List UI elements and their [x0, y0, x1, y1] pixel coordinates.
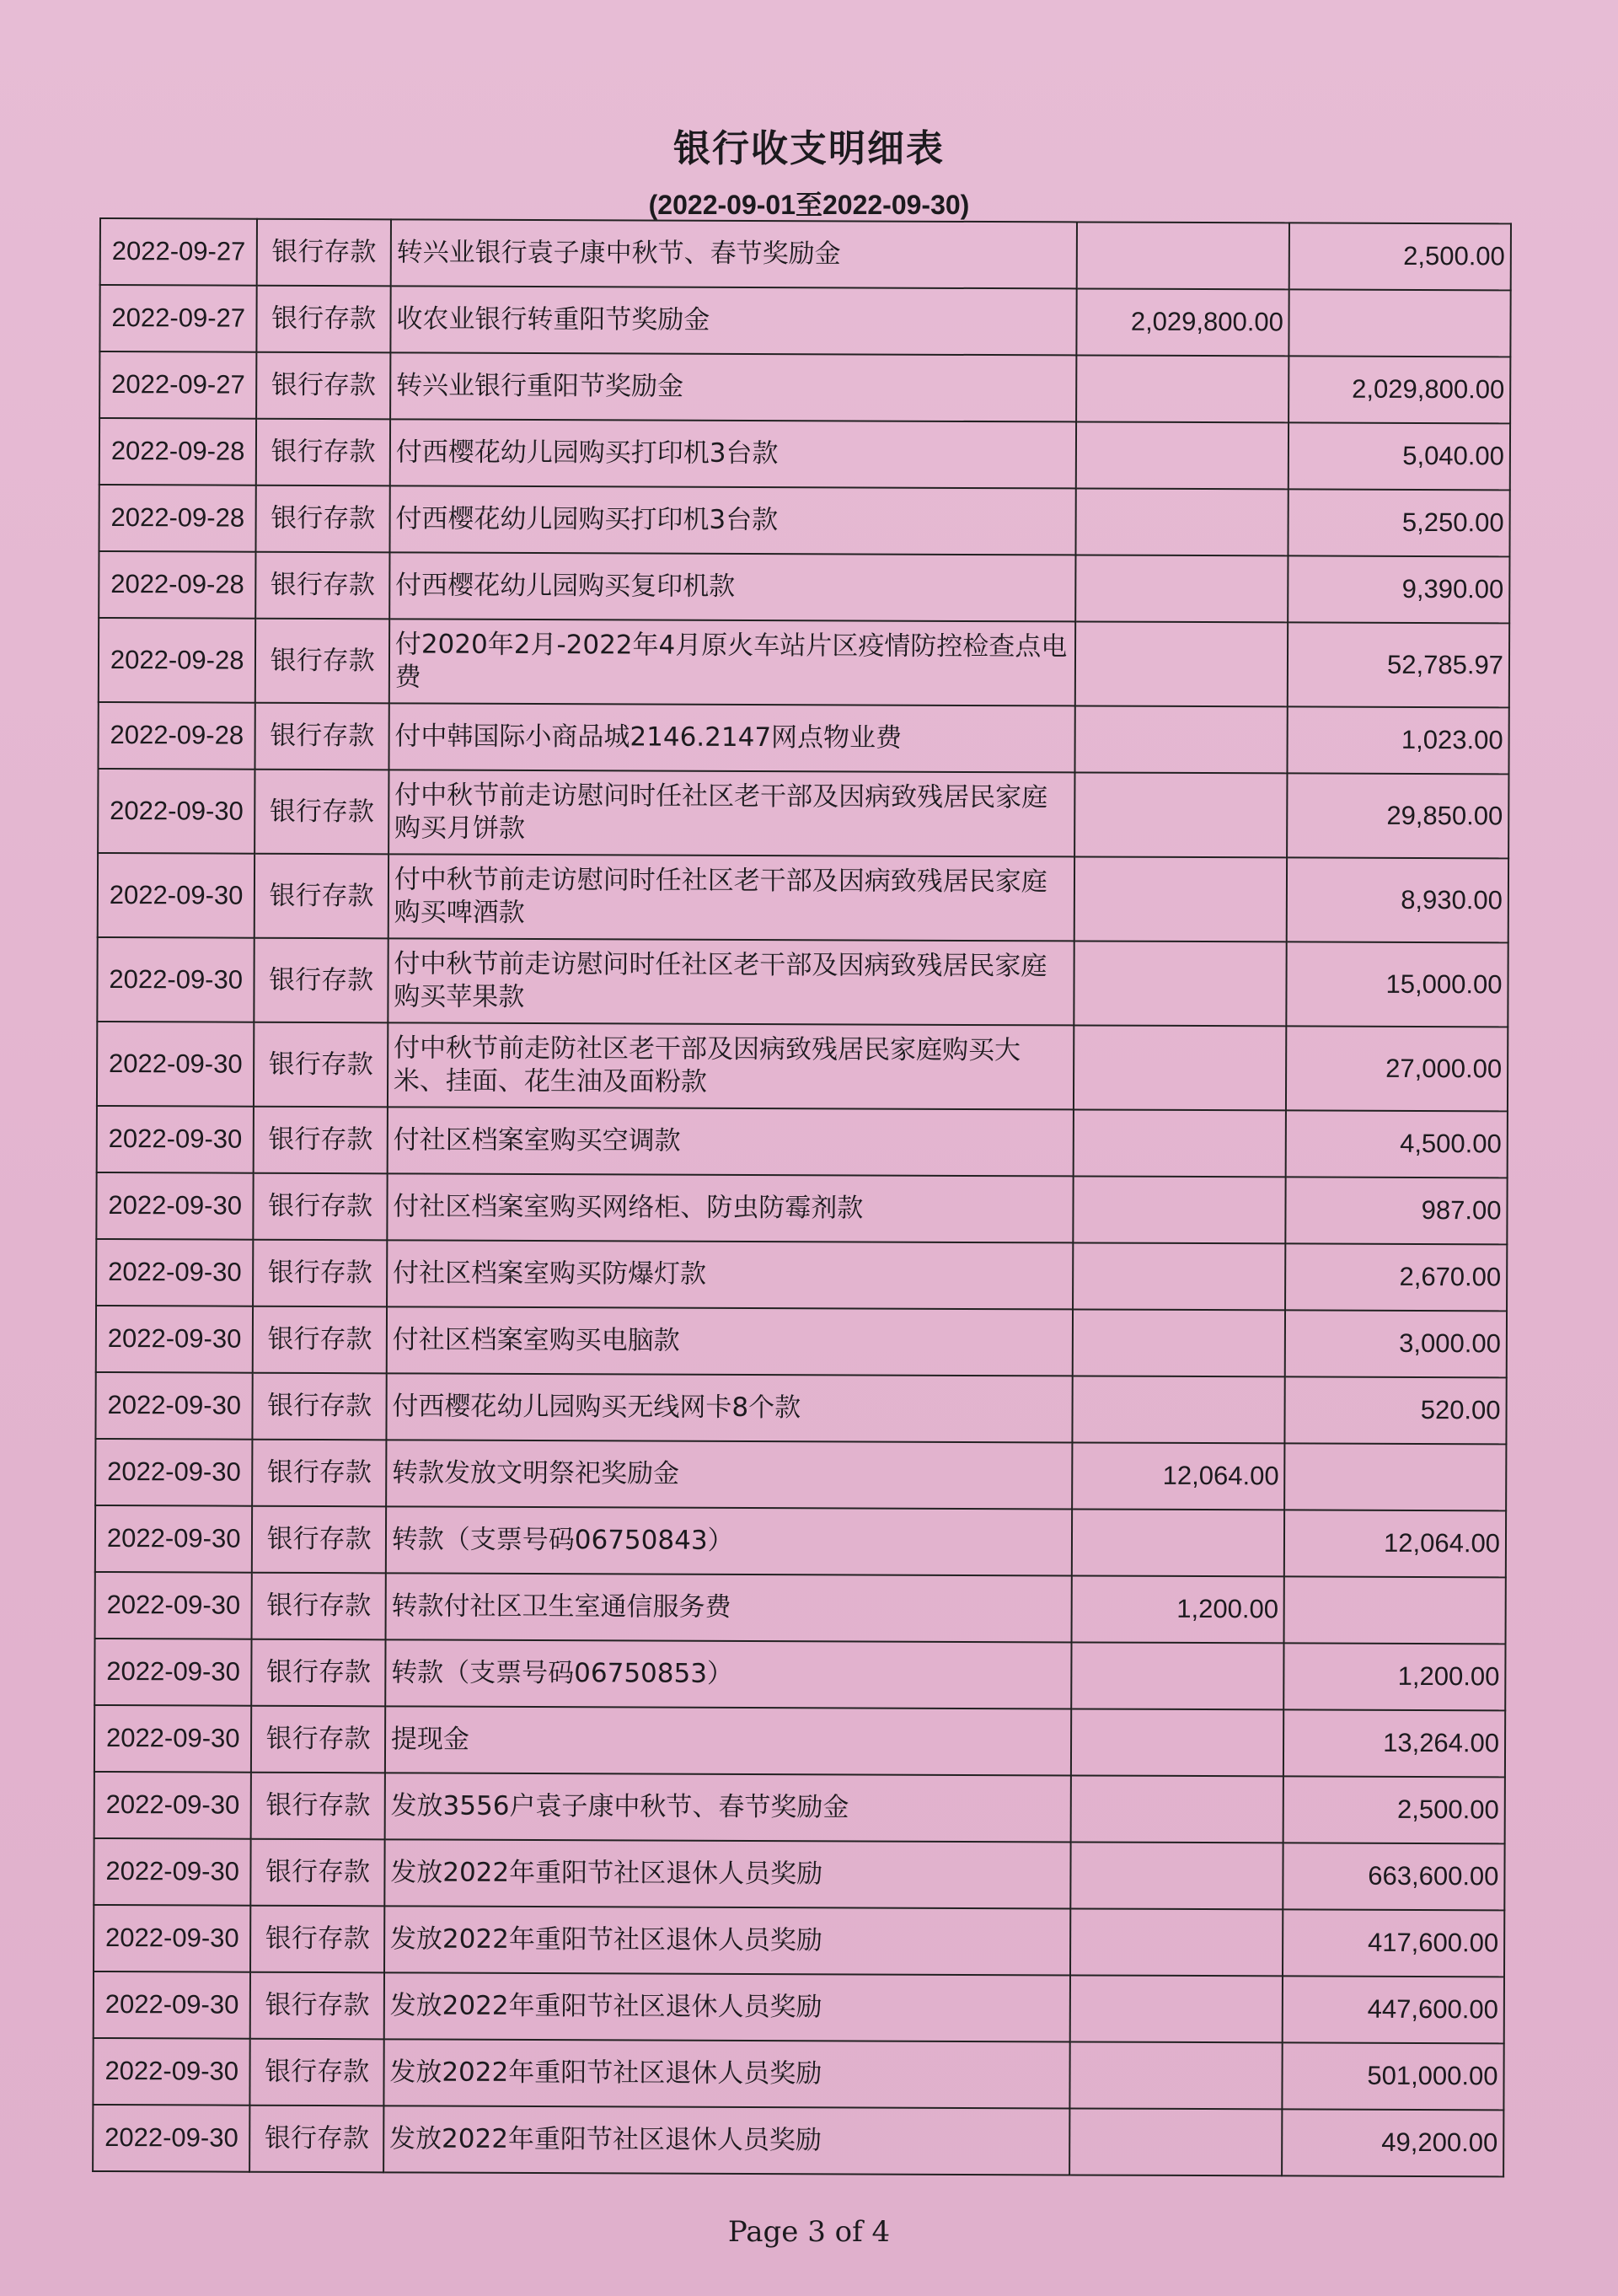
period-subtitle: (2022-09-01至2022-09-30)	[648, 190, 970, 220]
row-description: 转款付社区卫生室通信服务费	[385, 1573, 1071, 1642]
row-account: 银行存款	[255, 770, 389, 855]
row-date: 2022-09-28	[99, 618, 256, 703]
row-expense: 8,930.00	[1287, 857, 1508, 942]
row-date: 2022-09-28	[99, 485, 256, 552]
row-description: 转款（支票号码06750843）	[386, 1506, 1072, 1575]
row-account: 银行存款	[253, 1240, 387, 1307]
row-income	[1073, 1242, 1286, 1310]
row-account: 银行存款	[250, 1906, 384, 1973]
row-income	[1069, 1975, 1283, 2042]
table-row	[96, 1306, 1507, 1377]
row-income	[1071, 1709, 1284, 1776]
row-account: 银行存款	[255, 703, 389, 770]
table-row	[93, 2038, 1503, 2110]
row-account: 银行存款	[253, 1440, 387, 1507]
row-account: 银行存款	[252, 1639, 386, 1707]
row-date: 2022-09-30	[95, 1439, 253, 1506]
row-account: 银行存款	[254, 938, 388, 1023]
row-description: 发放2022年重阳节社区退休人员奖励	[384, 1972, 1070, 2041]
row-expense: 12,064.00	[1284, 1510, 1506, 1577]
row-date: 2022-09-30	[95, 1572, 253, 1639]
row-expense: 5,250.00	[1289, 489, 1510, 556]
row-date: 2022-09-30	[96, 1306, 254, 1373]
row-date: 2022-09-30	[93, 2105, 250, 2172]
table-row	[94, 1639, 1505, 1710]
row-income	[1076, 222, 1289, 289]
row-date: 2022-09-28	[99, 551, 256, 619]
row-income	[1074, 705, 1288, 773]
row-account: 银行存款	[252, 1573, 386, 1640]
table-row	[98, 853, 1508, 942]
row-income: 12,064.00	[1072, 1442, 1285, 1510]
row-description: 付2020年2月-2022年4月原火车站片区疫情防控检查点电费	[389, 619, 1075, 705]
row-description: 付西樱花幼儿园购买复印机款	[389, 552, 1075, 621]
row-expense	[1284, 1443, 1506, 1510]
row-description: 付社区档案室购买空调款	[387, 1107, 1073, 1176]
table-row	[98, 702, 1508, 774]
table-row	[97, 1106, 1508, 1178]
row-income	[1076, 421, 1289, 489]
table-row	[99, 618, 1509, 707]
table-row	[97, 1022, 1508, 1111]
row-expense: 15,000.00	[1287, 941, 1508, 1027]
row-account: 银行存款	[254, 854, 388, 939]
row-income: 2,029,800.00	[1076, 288, 1289, 356]
row-description: 付社区档案室购买网络柜、防虫防霉剂款	[387, 1173, 1073, 1242]
table-row	[99, 485, 1509, 556]
row-income	[1069, 2041, 1283, 2109]
row-date: 2022-09-30	[95, 1505, 253, 1573]
row-description: 付西樱花幼儿园购买无线网卡8个款	[386, 1373, 1072, 1442]
table-row	[100, 218, 1511, 290]
table-row	[99, 351, 1510, 423]
row-description: 发放2022年重阳节社区退休人员奖励	[384, 1839, 1070, 1908]
row-expense: 2,500.00	[1289, 223, 1511, 290]
row-description: 转兴业银行重阳节奖励金	[390, 352, 1076, 421]
row-income	[1072, 1509, 1285, 1576]
row-expense: 52,785.97	[1288, 622, 1509, 707]
row-account: 银行存款	[252, 1506, 386, 1574]
row-income: 1,200.00	[1071, 1575, 1284, 1643]
table-row	[94, 1772, 1505, 1843]
row-account: 银行存款	[256, 419, 390, 486]
table-row	[99, 418, 1510, 490]
row-expense: 1,200.00	[1284, 1643, 1506, 1710]
row-expense: 501,000.00	[1283, 2042, 1504, 2110]
row-expense	[1284, 1576, 1506, 1644]
row-income	[1074, 772, 1288, 857]
row-description: 发放3556户袁子康中秋节、春节奖励金	[384, 1773, 1070, 1842]
row-income	[1075, 555, 1289, 622]
row-account: 银行存款	[251, 1773, 385, 1840]
row-account: 银行存款	[250, 2106, 384, 2173]
table-row	[94, 1905, 1504, 1977]
row-description: 付中秋节前走访慰问时任社区老干部及因病致残居民家庭购买月饼款	[388, 770, 1074, 856]
row-expense: 987.00	[1286, 1177, 1508, 1244]
row-account: 银行存款	[257, 219, 391, 287]
table-row	[95, 1505, 1506, 1577]
row-description: 付社区档案室购买防爆灯款	[387, 1240, 1073, 1309]
row-description: 付西樱花幼儿园购买打印机3台款	[389, 485, 1075, 555]
row-expense: 2,670.00	[1285, 1243, 1507, 1311]
row-description: 付中韩国际小商品城2146.2147网点物业费	[388, 703, 1074, 772]
table-row	[99, 551, 1509, 623]
row-account: 银行存款	[254, 1107, 388, 1174]
row-date: 2022-09-30	[94, 1772, 252, 1839]
row-expense: 5,040.00	[1289, 422, 1510, 490]
row-date: 2022-09-28	[99, 418, 257, 485]
row-income	[1075, 488, 1289, 555]
row-income	[1075, 621, 1289, 706]
row-description: 付中秋节前走访慰问时任社区老干部及因病致残居民家庭购买啤酒款	[388, 854, 1074, 941]
row-date: 2022-09-30	[97, 1106, 254, 1173]
row-expense: 9,390.00	[1289, 555, 1510, 623]
row-expense: 520.00	[1285, 1376, 1507, 1444]
row-expense: 447,600.00	[1283, 1976, 1504, 2043]
row-income	[1073, 1176, 1286, 1243]
row-description: 发放2022年重阳节社区退休人员奖励	[383, 2106, 1069, 2175]
row-description: 付社区档案室购买电脑款	[387, 1306, 1073, 1376]
row-description: 收农业银行转重阳节奖励金	[390, 286, 1076, 355]
row-account: 银行存款	[253, 1373, 387, 1440]
row-income	[1069, 2108, 1283, 2175]
row-date: 2022-09-30	[98, 853, 255, 938]
row-date: 2022-09-27	[100, 218, 258, 286]
row-date: 2022-09-30	[98, 769, 255, 854]
ledger-table	[92, 217, 1512, 2177]
table-row	[98, 769, 1508, 858]
row-income	[1071, 1642, 1284, 1709]
row-expense	[1289, 289, 1511, 357]
row-income	[1076, 355, 1289, 422]
row-expense: 4,500.00	[1286, 1110, 1508, 1178]
row-description: 提现金	[385, 1706, 1071, 1775]
row-description: 付中秋节前走防社区老干部及因病致残居民家庭购买大米、挂面、花生油及面粉款	[388, 1022, 1074, 1109]
table-row	[96, 1239, 1507, 1311]
row-expense: 2,029,800.00	[1289, 356, 1510, 423]
row-description: 发放2022年重阳节社区退休人员奖励	[383, 2039, 1069, 2108]
row-date: 2022-09-30	[95, 1372, 253, 1440]
table-row	[94, 1971, 1504, 2043]
row-expense: 1,023.00	[1288, 706, 1509, 774]
page-title: 银行收支明细表	[673, 127, 945, 170]
row-expense: 13,264.00	[1283, 1709, 1505, 1777]
row-account: 银行存款	[257, 352, 391, 420]
table-row	[95, 1372, 1506, 1444]
row-date: 2022-09-30	[93, 2038, 250, 2106]
row-date: 2022-09-30	[96, 1239, 254, 1306]
row-income	[1072, 1309, 1285, 1376]
row-account: 银行存款	[256, 552, 390, 620]
page-footer: Page 3 of 4	[727, 2215, 891, 2249]
row-account: 银行存款	[251, 1706, 385, 1773]
row-income	[1070, 1775, 1283, 1843]
row-expense: 417,600.00	[1283, 1909, 1504, 1977]
row-date: 2022-09-27	[99, 285, 257, 352]
row-date: 2022-09-30	[94, 1639, 252, 1706]
row-date: 2022-09-30	[96, 1172, 254, 1240]
row-income	[1072, 1376, 1285, 1443]
table-row	[95, 1439, 1506, 1510]
table-row	[97, 937, 1508, 1027]
row-account: 银行存款	[256, 485, 390, 553]
row-account: 银行存款	[255, 619, 389, 704]
row-income	[1070, 1842, 1283, 1909]
row-description: 付西樱花幼儿园购买打印机3台款	[390, 419, 1076, 488]
row-description: 转款（支票号码06750853）	[385, 1639, 1071, 1709]
row-description: 付中秋节前走访慰问时任社区老干部及因病致残居民家庭购买苹果款	[388, 938, 1074, 1025]
row-income	[1073, 1109, 1286, 1177]
row-account: 银行存款	[253, 1306, 387, 1374]
row-description: 转兴业银行袁子康中秋节、春节奖励金	[391, 219, 1077, 288]
row-date: 2022-09-30	[94, 1705, 252, 1773]
row-date: 2022-09-30	[94, 1971, 251, 2039]
row-expense: 3,000.00	[1285, 1310, 1507, 1377]
ledger-body	[93, 218, 1511, 2176]
row-date: 2022-09-30	[97, 937, 254, 1022]
row-income	[1074, 941, 1287, 1026]
row-account: 银行存款	[250, 1972, 384, 2040]
row-account: 银行存款	[250, 2039, 384, 2106]
row-income	[1070, 1908, 1283, 1976]
row-date: 2022-09-28	[98, 702, 255, 770]
row-expense: 49,200.00	[1282, 2109, 1503, 2176]
table-row	[95, 1572, 1506, 1644]
row-expense: 2,500.00	[1283, 1776, 1505, 1843]
row-account: 银行存款	[251, 1839, 385, 1907]
row-income	[1074, 856, 1287, 941]
row-account: 银行存款	[254, 1173, 388, 1241]
row-date: 2022-09-27	[99, 351, 257, 419]
table-row	[99, 285, 1510, 357]
row-account: 银行存款	[257, 286, 391, 353]
row-expense: 29,850.00	[1287, 773, 1508, 858]
table-row	[94, 1705, 1505, 1777]
row-description: 转款发放文明祭祀奖励金	[386, 1440, 1072, 1509]
row-date: 2022-09-30	[94, 1905, 251, 1972]
row-description: 发放2022年重阳节社区退休人员奖励	[384, 1906, 1070, 1975]
table-row	[96, 1172, 1507, 1244]
row-expense: 27,000.00	[1286, 1026, 1508, 1111]
row-expense: 663,600.00	[1283, 1843, 1505, 1910]
table-row	[93, 2105, 1503, 2176]
row-date: 2022-09-30	[94, 1838, 251, 1906]
table-row	[94, 1838, 1504, 1910]
row-date: 2022-09-30	[97, 1022, 254, 1107]
row-account: 银行存款	[254, 1022, 388, 1108]
row-income	[1074, 1025, 1287, 1110]
